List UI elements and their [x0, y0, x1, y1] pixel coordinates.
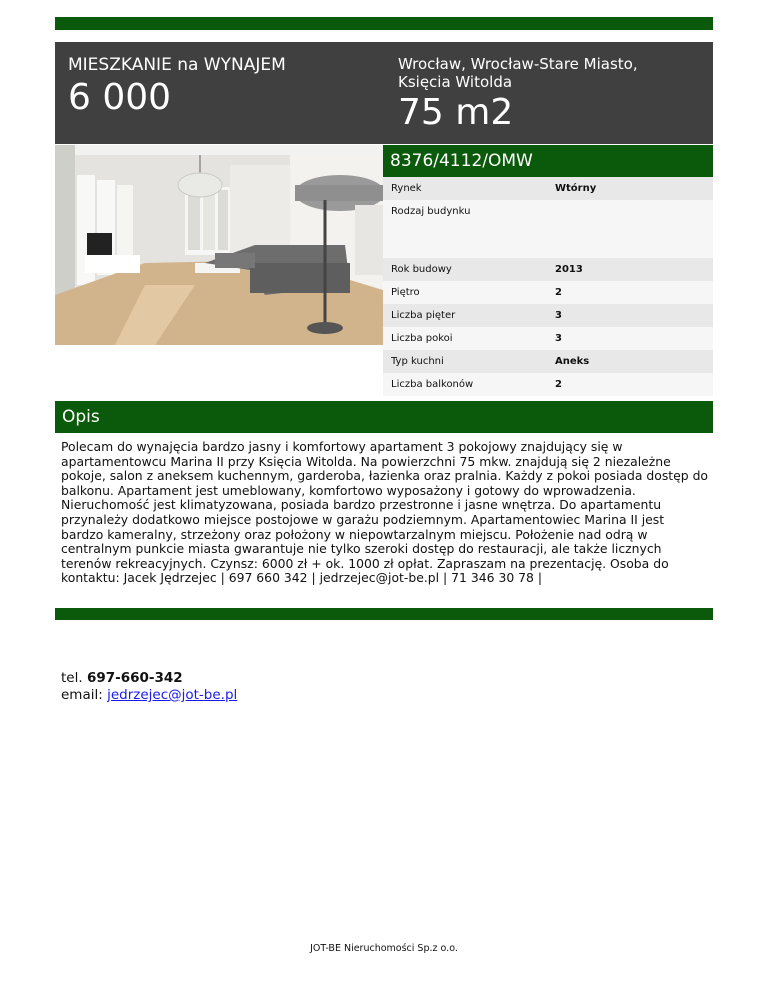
param-label: Rodzaj budynku: [391, 206, 471, 217]
listing-header: [55, 42, 713, 144]
param-value: 2013: [555, 264, 583, 275]
param-label: Rynek: [391, 183, 422, 194]
email-label: email:: [61, 687, 108, 703]
description-heading: Opis: [55, 401, 713, 433]
param-value: 2: [555, 287, 562, 298]
param-row: [383, 258, 713, 281]
param-row: [383, 373, 713, 396]
param-label: Piętro: [391, 287, 420, 298]
param-label: Typ kuchni: [391, 356, 444, 367]
param-value: Aneks: [555, 356, 590, 367]
param-label: Liczba pokoi: [391, 333, 453, 344]
bottom-green-bar: [55, 608, 713, 620]
param-label: Liczba pięter: [391, 310, 456, 321]
email-line: [61, 687, 237, 704]
param-label: Rok budowy: [391, 264, 452, 275]
param-label: Liczba balkonów: [391, 379, 474, 390]
listing-price: 6 000: [68, 77, 172, 118]
listing-address: [398, 55, 698, 91]
param-row: [383, 350, 713, 373]
param-row: [383, 327, 713, 350]
listing-type: MIESZKANIE na WYNAJEM: [68, 55, 286, 75]
apartment-photo: [55, 145, 383, 345]
address-line-1: Wrocław, Wrocław-Stare Miasto,: [398, 55, 638, 73]
company-footer: JOT-BE Nieruchomości Sp.z o.o.: [310, 943, 458, 954]
param-row: [383, 177, 713, 200]
phone-number: 697-660-342: [86, 670, 183, 686]
parameters-table: [383, 177, 713, 396]
email-link[interactable]: jedrzejec@jot-be.pl: [107, 687, 238, 703]
phone-line: [61, 670, 237, 687]
param-row: [383, 281, 713, 304]
param-row: [383, 200, 713, 258]
param-value: Wtórny: [555, 183, 597, 194]
param-row: [383, 304, 713, 327]
top-green-bar: [55, 17, 713, 30]
description-text: Polecam do wynajęcia bardzo jasny i komfortowy apartament 3 pokojowy znajdujący się w apartamentowcu Marina II przy Księcia Witolda. Na powierzchni 75 mkw. znajdują się 2 niezależne pokoje, salon z aneksem kuchennym, garderoba, łazienka oraz pralnia. Każdy z pokoi posiada dostęp do balkonu. Apartament jest umeblowany, komfortowo wyposażony i gotowy do wprowadzenia. Nieruchomość jest klimatyzowana, posiada bardzo przestronne i jasne wnętrza. Do apartamentu przynależy dodatkowo miejsce postojowe w garażu podziemnym. Apartamentowiec Marina II jest bardzo kameralny, strzeżony oraz położony w niepowtarzalnym miejscu. Położenie nad odrą w centralnym punkcie miasta gwarantuje nie tylko szeroki dostęp do restauracji, ale także licznych terenów rekreacyjnych. Czynsz: 6000 zł + ok. 1000 zł opłat. Zapraszam na prezentację. Osoba do kontaktu: Jacek Jędrzejec | 697 660 342 | jedrzejec@jot-be.pl | 71 346 30 78 |: [61, 439, 709, 586]
listing-area: 75 m2: [398, 92, 514, 133]
reference-number: 8376/4112/OMW: [383, 145, 713, 177]
param-value: 3: [555, 333, 562, 344]
contact-block: [61, 670, 237, 704]
phone-label: tel.: [61, 670, 87, 686]
param-value: 3: [555, 310, 562, 321]
param-value: 2: [555, 379, 562, 390]
address-line-2: Księcia Witolda: [398, 73, 513, 91]
